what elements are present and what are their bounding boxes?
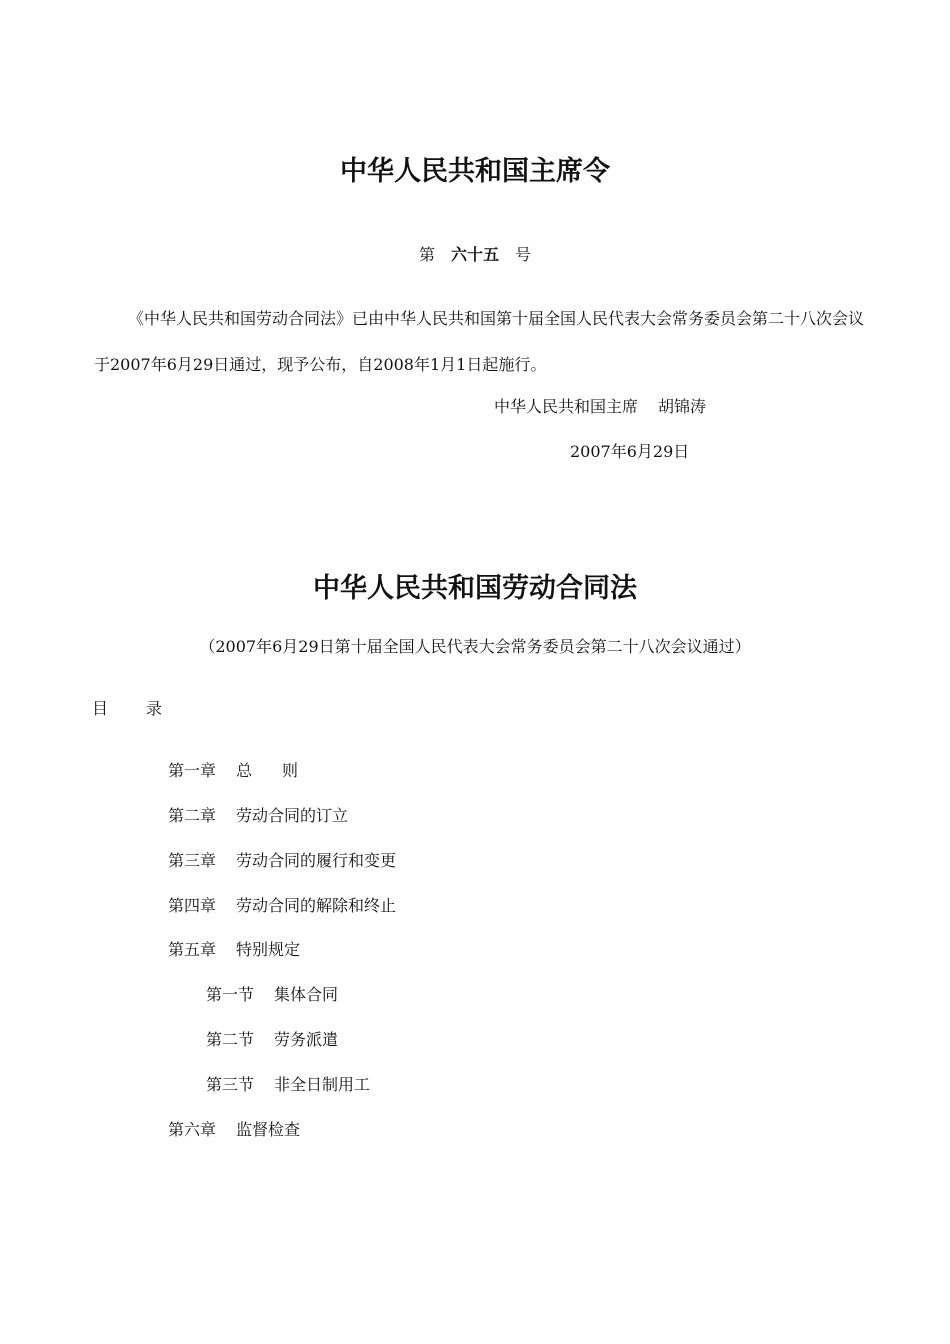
toc-subitem xyxy=(206,1029,338,1051)
toc-item-title: 劳务派遣 xyxy=(274,1030,339,1049)
toc-subitem xyxy=(206,984,338,1006)
decree-signature xyxy=(494,396,706,418)
toc-subitem xyxy=(206,1074,370,1096)
toc-item-title: 劳动合同的解除和终止 xyxy=(236,896,397,915)
toc-heading-char-2: 录 xyxy=(146,699,163,718)
toc-heading xyxy=(92,698,162,720)
signer-name: 胡锦涛 xyxy=(658,397,707,416)
toc-item-title: 劳动合同的履行和变更 xyxy=(236,851,397,870)
toc-item-title: 非全日制用工 xyxy=(274,1075,371,1094)
toc-item-title: 监督检查 xyxy=(236,1120,301,1139)
toc-item xyxy=(168,760,298,782)
toc-item-number: 第三章 xyxy=(168,851,217,870)
decree-number xyxy=(0,244,950,266)
toc-item xyxy=(168,850,396,872)
decree-number-value: 六十五 xyxy=(450,245,499,264)
toc-item-number: 第一章 xyxy=(168,761,217,780)
toc-item xyxy=(168,805,348,827)
decree-number-suffix: 号 xyxy=(515,245,532,264)
toc-item xyxy=(168,895,396,917)
toc-item-title: 集体合同 xyxy=(274,985,339,1004)
toc-item xyxy=(168,939,300,961)
toc-item-number: 第三节 xyxy=(206,1075,255,1094)
law-adoption-note: （2007年6月29日第十届全国人民代表大会常务委员会第二十八次会议通过） xyxy=(199,637,751,656)
toc-item-title: 劳动合同的订立 xyxy=(236,806,349,825)
toc-item-title: 特别规定 xyxy=(236,940,301,959)
toc-item-title-part: 总 xyxy=(236,761,253,780)
decree-title: 中华人民共和国主席令 xyxy=(340,156,610,187)
toc-heading-char-1: 目 xyxy=(92,699,109,718)
toc-item-number: 第五章 xyxy=(168,940,217,959)
toc-item-number: 第二章 xyxy=(168,806,217,825)
decree-date: 2007年6月29日 xyxy=(570,442,690,461)
toc-item-number: 第二节 xyxy=(206,1030,255,1049)
signer-title: 中华人民共和国主席 xyxy=(494,397,639,416)
decree-number-prefix: 第 xyxy=(418,245,435,264)
toc-item-title-part: 则 xyxy=(282,761,299,780)
toc-item xyxy=(168,1119,300,1141)
toc-item-number: 第六章 xyxy=(168,1120,217,1139)
decree-body: 《中华人民共和国劳动合同法》已由中华人民共和国第十届全国人民代表大会常务委员会第二十八次会议于2007年6月29日通过，现予公布，自2008年1月1日起施行。 xyxy=(94,309,865,374)
law-title: 中华人民共和国劳动合同法 xyxy=(313,573,637,604)
toc-item-number: 第四章 xyxy=(168,896,217,915)
toc-item-number: 第一节 xyxy=(206,985,255,1004)
